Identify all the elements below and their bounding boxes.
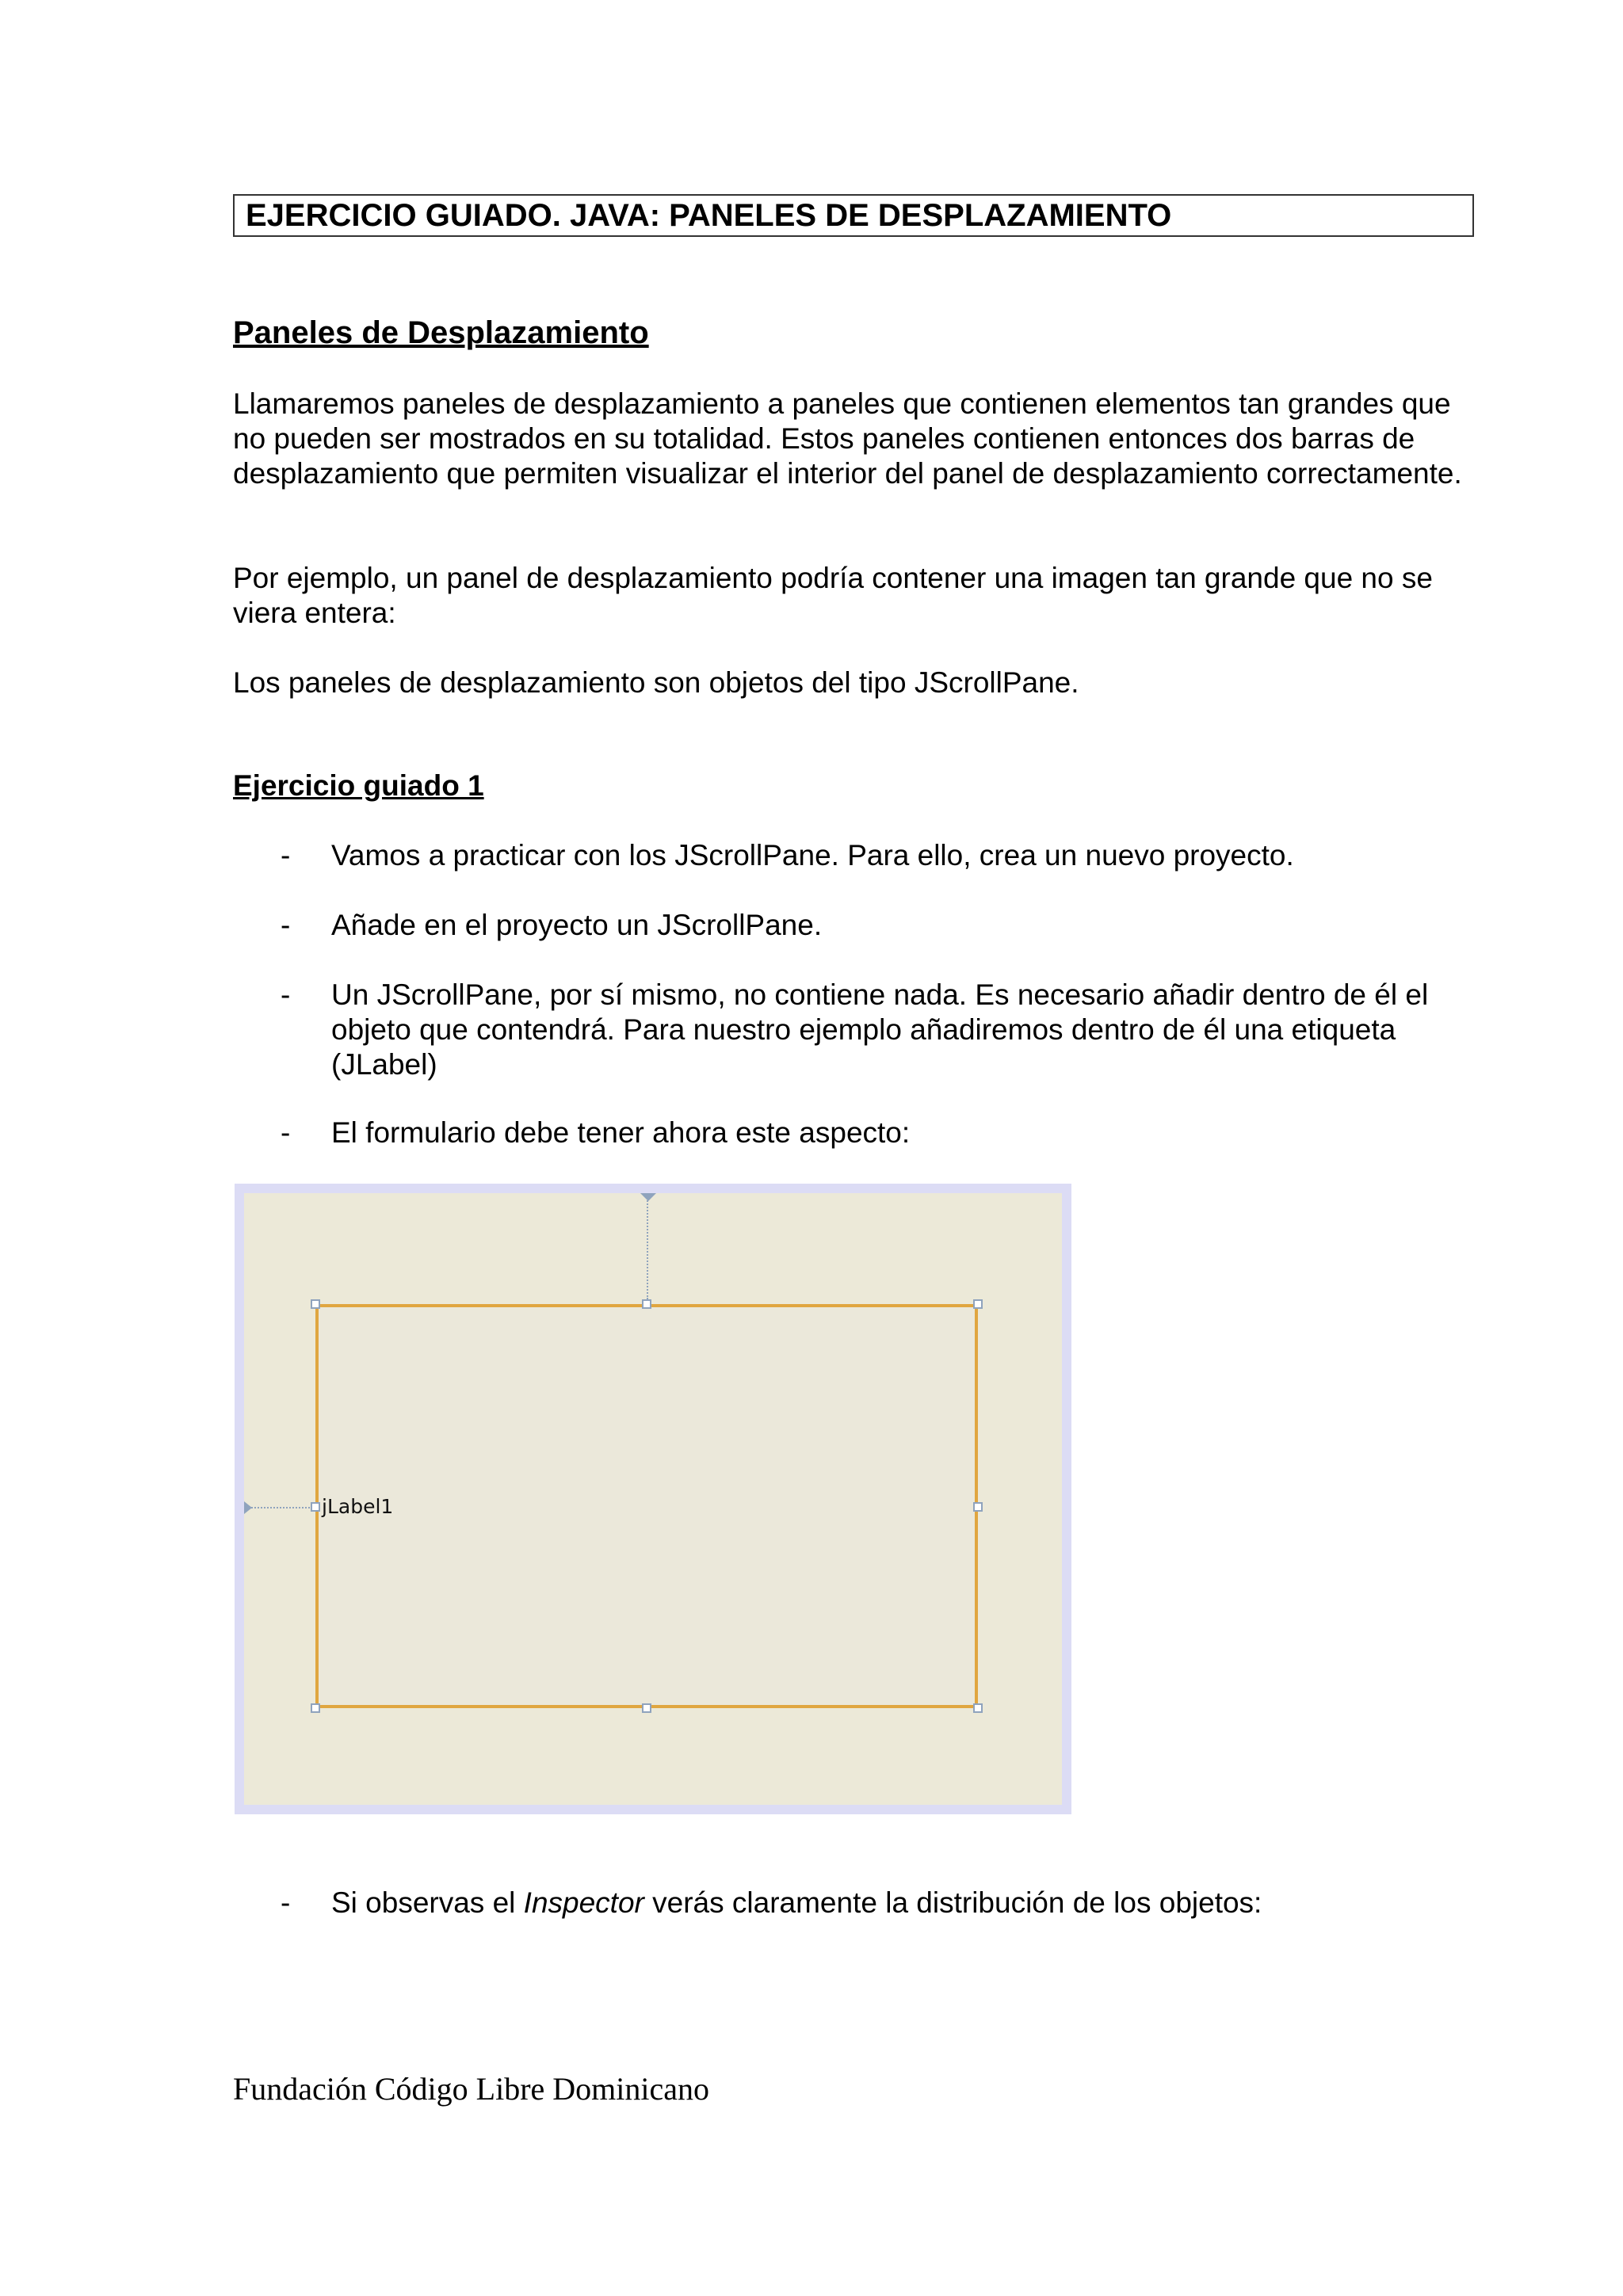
resize-handle[interactable]	[311, 1299, 320, 1309]
bullet-dash: -	[281, 1116, 291, 1149]
bullet-dash: -	[281, 839, 291, 871]
example-paragraph: Por ejemplo, un panel de desplazamiento podría contener una imagen tan grande que no se viera entera:	[233, 562, 1433, 629]
bullet-text: Un JScrollPane, por sí mismo, no contiene nada. Es necesario añadir dentro de él el objeto que contendrá. Para nuestro ejemplo añadiremos dentro de él una etiqueta (JLabel)	[331, 978, 1429, 1081]
bullet-text	[331, 1886, 1488, 1920]
bullet-text-start: Si observas el	[331, 1886, 524, 1919]
vertical-guide-line	[647, 1198, 648, 1299]
jlabel-component[interactable]: jLabel1	[322, 1495, 394, 1518]
intro-paragraph: Llamaremos paneles de desplazamiento a paneles que contienen elementos tan grandes que no pueden ser mostrados en su totalidad. Estos paneles contienen entonces dos barras de desplazamiento que permiten visualizar el interior del panel de desplazamiento correctamente.	[233, 387, 1462, 490]
resize-handle[interactable]	[973, 1502, 983, 1512]
resize-handle[interactable]	[311, 1703, 320, 1713]
bullet-text: Vamos a practicar con los JScrollPane. Para ello, crea un nuevo proyecto.	[331, 839, 1294, 871]
form-designer-screenshot	[235, 1184, 1071, 1814]
bullet-text: El formulario debe tener ahora este aspecto:	[331, 1116, 911, 1149]
jscrollpane-component[interactable]	[315, 1304, 978, 1708]
document-title: EJERCICIO GUIADO. JAVA: PANELES DE DESPLAZAMIENTO	[233, 194, 1474, 237]
page-footer: Fundación Código Libre Dominicano	[233, 2071, 710, 2107]
resize-handle[interactable]	[973, 1299, 983, 1309]
bullet-dash: -	[281, 909, 291, 941]
resize-handle[interactable]	[642, 1299, 651, 1309]
inspector-term: Inspector	[523, 1886, 644, 1919]
anchor-top-icon	[640, 1193, 656, 1203]
bullet-dash: -	[281, 978, 291, 1011]
bullet-text-end: verás claramente la distribución de los objetos:	[643, 1886, 1262, 1919]
section-heading: Paneles de Desplazamiento	[233, 315, 649, 350]
bullet-dash: -	[281, 1886, 291, 1919]
resize-handle[interactable]	[973, 1703, 983, 1713]
bullet-text: Añade en el proyecto un JScrollPane.	[331, 909, 823, 941]
resize-handle[interactable]	[311, 1502, 320, 1512]
horizontal-guide-line	[249, 1507, 315, 1508]
form-canvas	[244, 1193, 1062, 1805]
resize-handle[interactable]	[642, 1703, 651, 1713]
type-paragraph: Los paneles de desplazamiento son objetos del tipo JScrollPane.	[233, 666, 1079, 699]
exercise-heading: Ejercicio guiado 1	[233, 769, 484, 802]
